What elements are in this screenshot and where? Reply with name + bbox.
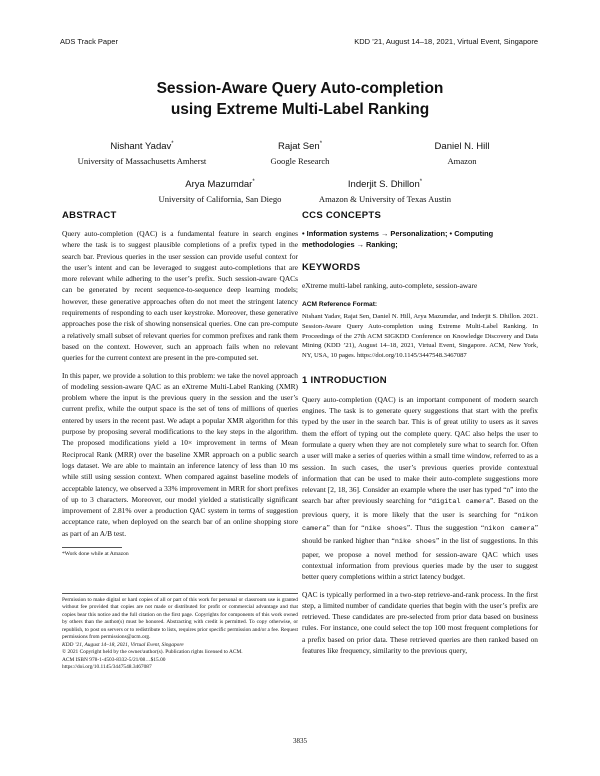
author-footnote-mark: * <box>171 141 174 147</box>
footnote-rule <box>62 547 122 548</box>
permission-notice: Permission to make digital or hard copies of all or part of this work for personal or classroom use is granted without fee provided that copies are not made or distributed for profit or commercial advantage and that copies bear this notice and the full citation on the first page. Copyrights for components of this work owned by others than the author(s) must be honored. Abstracting with credit is permitted. To copy otherwise, or republish, to post on servers or to redistribute to lists, requires prior specific permission and/or a fee. Request permissions from permissions@acm.org. <box>62 596 298 641</box>
author-affiliation: Amazon & University of Texas Austin <box>318 194 452 205</box>
author-affiliation: Google Research <box>270 156 330 167</box>
author-affiliation: Amazon <box>447 156 477 167</box>
ccs-heading: CCS CONCEPTS <box>302 210 382 221</box>
author-name: Rajat Sen <box>277 141 320 153</box>
running-header-left: ADS Track Paper <box>60 37 118 46</box>
author-name: Nishant Yadav <box>110 141 172 153</box>
author-affiliation: University of Massachusetts Amherst <box>77 156 207 167</box>
author-name: Daniel N. Hill <box>434 141 490 153</box>
author-block <box>392 137 532 168</box>
author-block <box>62 137 222 168</box>
running-header-right: KDD ’21, August 14–18, 2021, Virtual Event, Singapore <box>354 37 538 46</box>
right-column <box>302 210 538 656</box>
copyright-line: © 2021 Copyright held by the owner/author(s). Publication rights licensed to ACM. <box>62 649 243 656</box>
introduction-heading: 1 INTRODUCTION <box>302 374 387 386</box>
abstract-paragraph-2: In this paper, we provide a solution to this problem: we take the novel approach of modeling session-aware QAC as an eXtreme Multi-Label Ranking (XMR) problem where the input is the previous query in the session and the user’s current prefix, while the output space is the set of tens of millions of queries entered by users in the recent past. We adapt a popular XMR algorithm for this purpose by proposing several modifications to the key steps in the algorithm. The proposed modifications yield a 10× improvement in terms of Mean Reciprocal Rank (MRR) over the baseline XMR approach on a public search logs dataset. We are able to maintain an inference latency of less than 10 ms while still using session context. When compared against baseline models of acceptable latency, we observed a 33% improvement in MRR for short prefixes of up to 3 characters. Moreover, our model yielded a statistically significant improvement of 2.81% over a production QAC system in terms of suggestion acceptance rate, when deployed on the search bar of an online shopping store as part of an A/B test. <box>62 370 298 538</box>
abstract-heading: ABSTRACT <box>62 210 117 221</box>
author-footnote-mark: * <box>252 179 255 185</box>
author-name: Inderjit S. Dhillon <box>347 179 420 191</box>
author-block <box>140 175 300 206</box>
abstract-paragraph-1: Query auto-completion (QAC) is a fundamental feature in search engines where the task is to suggest plausible completions of a prefix typed in the search bar. Previous queries in the user session can provide useful context for the user’s intent and can be leveraged to suggest auto-completions that are more relevant while adhering to the user’s prefix. Such session-aware QACs can be generated by recent sequence-to-sequence deep learning models; however, these generative approaches often do not meet the stringent latency requirements of responding to each user keystroke. Moreover, these generative approaches pose the risk of showing nonsensical queries. One can pre-compute a relatively small subset of relevant queries for common prefixes and rank them based on the context. However, such an approach fails when no relevant queries for the current context are present in the pre-computed set. <box>62 229 299 363</box>
author-affiliation: University of California, San Diego <box>158 194 282 205</box>
query-example: digital camera <box>431 498 491 507</box>
author-block <box>300 175 470 206</box>
author-name: Arya Mazumdar <box>185 179 253 191</box>
ccs-concepts: • Information systems → Personalization; • Computing methodologies → Ranking; <box>302 229 494 249</box>
venue-line: KDD ’21, August 14–18, 2021, Virtual Event, Singapore <box>62 641 184 648</box>
keywords-heading: KEYWORDS <box>302 262 361 273</box>
intro-paragraph-2: QAC is typically performed in a two-step retrieve-and-rank process. In the first step, a limited number of candidate queries that begin with the user’s prefix are retrieved. These candidates are pre-selected from prior data based on business rules. For instance, one could select the top 100 most frequent completions for a prefix based on prior data. These retrieved queries are then ranked based on features like frequency, similarity to the previous query, <box>302 589 538 656</box>
query-example: nikon camera <box>484 525 535 534</box>
doi-link[interactable]: https://doi.org/10.1145/3447548.3467087 <box>62 664 152 671</box>
page-number: 3835 <box>293 737 307 745</box>
title-line-1: Session-Aware Query Auto-completion <box>156 80 444 97</box>
permission-rule <box>62 593 298 594</box>
title-line-2: using Extreme Multi-Label Ranking <box>170 101 430 118</box>
query-example: nikon camera <box>302 511 538 534</box>
query-example: nike shoes <box>394 538 436 547</box>
author-footnote-mark: * <box>419 179 423 185</box>
intro-paragraph-1: Query auto-completion (QAC) is an important component of modern search engines. The task is to generate query suggestions that start with the prefix typed by the user in the search bar. This is of great utility to users as it saves them the effort of typing out the complete query. QAC also helps the user to formulate a query when they are not completely sure what to search for. Often a user will make a series of queries within a small time window, referred to as a session. In such cases, the user’s previous queries provide contextual information that can be used to make their auto-complete suggestions more relevant [2, 18, 36]. Consider an example where the user has typed “n” into the search bar after previously searching for “digital camera”. Based on the previous query, it is more likely that the user is searching for “nikon camera” than for “nike shoes”. Thus the suggestion “nikon camera” should be ranked higher than “nike shoes” in the list of suggestions. In this paper, we propose a novel method for session-aware QAC which uses contextual information from previous queries made by the user to suggest better query completions within a strict latency budget. <box>302 394 538 582</box>
keywords-text: eXtreme multi-label ranking, auto-complete, session-aware <box>302 281 478 290</box>
left-column <box>62 210 298 672</box>
author-footnote: *Work done while at Amazon <box>62 551 129 558</box>
isbn-line: ACM ISBN 978-1-4503-8332-5/21/08…$15.00 <box>62 656 166 663</box>
author-footnote-mark: * <box>319 141 323 147</box>
reference-format-text: Nishant Yadav, Rajat Sen, Daniel N. Hill, Arya Mazumdar, and Inderjit S. Dhillon. 2021. Session-Aware Query Auto-completion using Extreme Multi-Label Ranking. In Proceedings of the 27th ACM SIGKDD Conference on Knowledge Discovery and Data Mining (KDD ’21), August 14–18, 2021, Virtual Event, Singapore. ACM, New York, NY, USA, 10 pages. https://doi.org/10.1145/3447548.3467087 <box>302 313 538 360</box>
paper-title <box>0 78 600 120</box>
query-example: nike shoes <box>364 525 407 534</box>
author-block <box>240 137 360 168</box>
reference-format-heading: ACM Reference Format: <box>302 301 378 309</box>
